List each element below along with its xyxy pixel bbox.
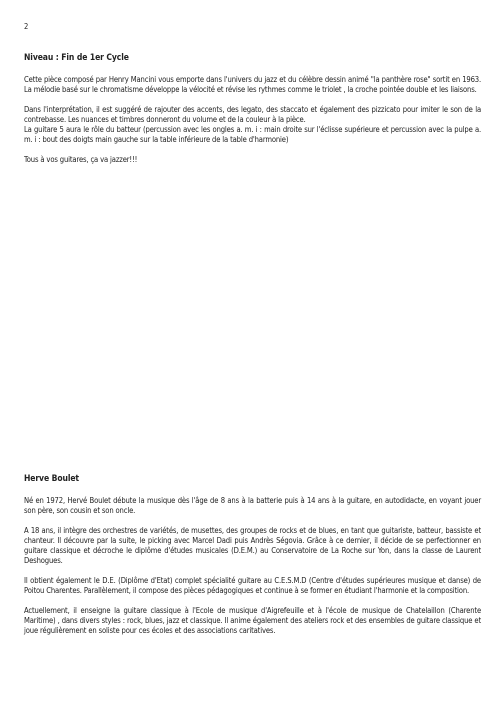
paragraph-bio-career: A 18 ans, il intègre des orchestres de variétés, de musettes, des groupes de rocks et de blues, en tant que guitariste, batteur, bassiste et chanteur. Il découvre par la suite, le picking avec Marcel Dadi puis Andrès Ségovia. Grâce à ce dernier, il décide de se perfectionner en guitare classique et décroche le diplôme d'études musicales (D.E.M.) au Conservatoire de La Roche sur Yon, dans la classe de Laurent Deshogues. bbox=[24, 526, 481, 565]
paragraph-closing: Tous à vos guitares, ça va jazzer!!! bbox=[24, 155, 138, 164]
paragraph-description: Cette pièce composé par Henry Mancini vous emporte dans l'univers du jazz et du célèbre dessin animé "la panthère rose" sortit en 1963. La mélodie basé sur le chromatisme développe la vélocité et révise les rythmes comme le triolet , la croche pointée double et les liaisons. bbox=[24, 75, 481, 94]
section-title-herve-boulet: Herve Boulet bbox=[24, 474, 79, 484]
paragraph-interpretation: Dans l'interprétation, il est suggéré de rajouter des accents, des legato, des staccato et également des pizzicato pour imiter le son de la contrebasse. Les nuances et timbres donneront du volume et de la couleur à la pièce. bbox=[24, 105, 481, 124]
section-niveau bbox=[24, 53, 481, 175]
paragraph-bio-diploma: Il obtient également le D.E. (Diplôme d'Etat) complet spécialité guitare au C.E.S.M.D (Centre d'études supérieures musique et danse) de Poitou Charentes. Parallèlement, il compose des pièces pédagogiques et continue à se former en étudiant l'harmonie et la composition. bbox=[24, 576, 481, 595]
paragraph-bio-current: Actuellement, il enseigne la guitare classique à l'Ecole de musique d'Aigrefeuille et à l'école de musique de Chatelaillon (Charente Maritime) , dans divers styles : rock, blues, jazz et classique. Il anime également des ateliers rock et des ensembles de guitare classique et joue régulièrement en soliste pour ces écoles et des associations caritatives. bbox=[24, 606, 481, 635]
page-number: 2 bbox=[24, 22, 29, 31]
section-biography bbox=[24, 474, 481, 646]
paragraph-bio-early: Né en 1972, Hervé Boulet débute la musique dès l'âge de 8 ans à la batterie puis à 14 ans à la guitare, en autodidacte, en voyant jouer son père, son cousin et son oncle. bbox=[24, 496, 481, 515]
paragraph-guitare-5: La guitare 5 aura le rôle du batteur (percussion avec les ongles a. m. i : main droite sur l'éclisse supérieure et percussion avec la pulpe a. m. i : bout des doigts main gauche sur la table inférieure de la table d'harmonie) bbox=[24, 125, 481, 144]
section-title-niveau: Niveau : Fin de 1er Cycle bbox=[24, 53, 129, 63]
